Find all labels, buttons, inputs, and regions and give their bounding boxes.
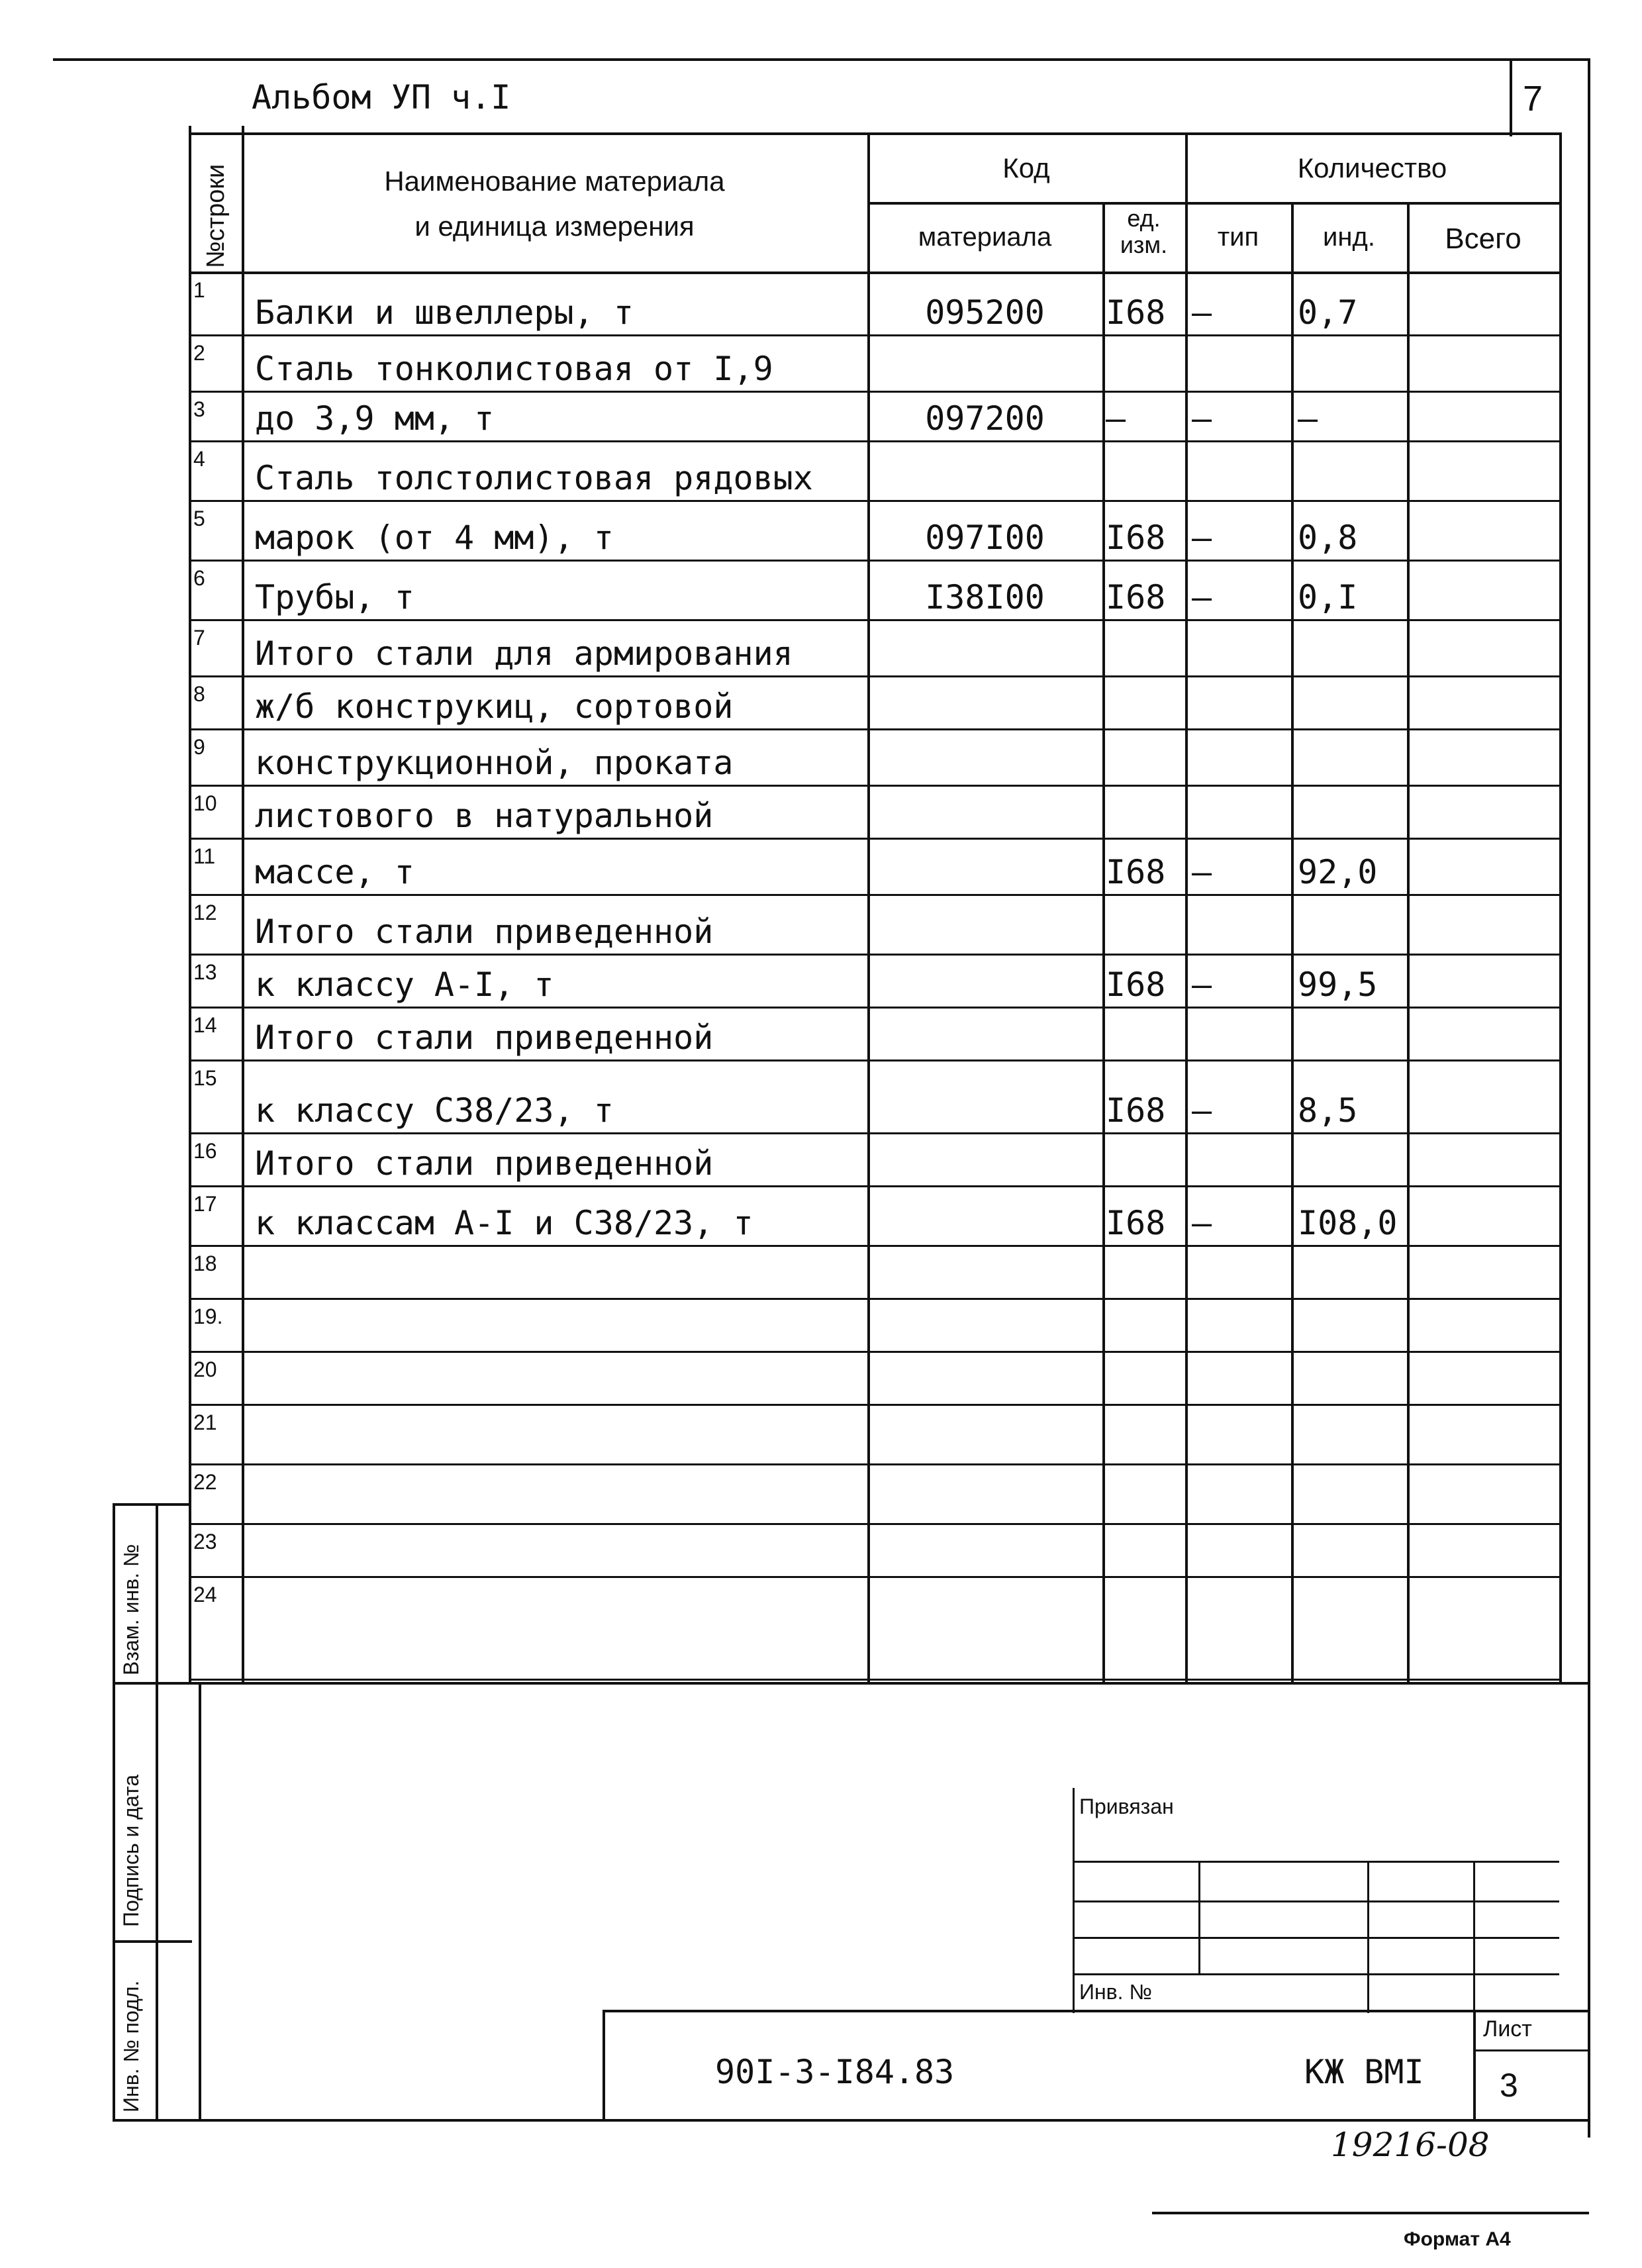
row-number: 24 (193, 1583, 217, 1606)
row-number: 8 (193, 682, 205, 706)
row-number: 12 (193, 901, 217, 924)
qty-type: – (1192, 399, 1212, 438)
sheet-number: 3 (1500, 2067, 1518, 2104)
inventory-number-label: Инв. № (1079, 1980, 1152, 2004)
row-number: 5 (193, 507, 205, 530)
row-number: 4 (193, 447, 205, 471)
material-name: листового в натуральной (255, 797, 714, 835)
signature-date-label: Подпись и дата (119, 1774, 143, 1927)
material-code: I38I00 (925, 578, 1045, 616)
row-number: 3 (193, 397, 205, 421)
material-name: Трубы, т (255, 578, 414, 616)
document-mark: КЖ ВМI (1304, 2053, 1424, 2091)
material-name: Итого стали приведенной (255, 1018, 714, 1057)
row-number: 19. (193, 1305, 223, 1328)
row-number: 16 (193, 1139, 217, 1163)
row-number: 15 (193, 1066, 217, 1090)
name-header-line1: Наименование материала (384, 166, 725, 197)
material-name: Итого стали приведенной (255, 1144, 714, 1183)
row-number-header: №строки (202, 164, 230, 268)
code-group-header: Код (1002, 152, 1050, 183)
name-header-line2: и единица измерения (414, 211, 695, 242)
material-name: к классам А-I и С38/23, т (255, 1204, 753, 1242)
material-name: Итого стали приведенной (255, 912, 714, 951)
row-number: 11 (193, 844, 216, 868)
material-name: марок (от 4 мм), т (255, 518, 614, 557)
row-number: 1 (193, 278, 205, 302)
qty-ind: 0,7 (1298, 293, 1358, 332)
material-code: 097200 (925, 399, 1045, 438)
qty-group-header: Количество (1297, 152, 1447, 183)
album-title: Альбом УП ч.I (252, 78, 511, 117)
material-code: 095200 (925, 293, 1045, 332)
qty-type: – (1192, 293, 1212, 332)
qty-total-header: Всего (1445, 222, 1521, 255)
qty-type: – (1192, 965, 1212, 1004)
qty-ind: – (1298, 399, 1318, 438)
document-code: 90I-3-I84.83 (715, 2053, 955, 2091)
row-number: 13 (193, 960, 217, 984)
unit-code: I68 (1106, 518, 1166, 557)
qty-type: – (1192, 1204, 1212, 1242)
original-inventory-label: Инв. № подл. (119, 1980, 143, 2112)
row-number: 23 (193, 1530, 217, 1553)
sheet-label: Лист (1483, 2016, 1532, 2042)
qty-type: – (1192, 853, 1212, 891)
qty-ind: 0,8 (1298, 518, 1358, 557)
material-name: конструкционной, проката (255, 744, 734, 782)
row-number: 22 (193, 1470, 217, 1494)
unit-code: I68 (1106, 578, 1166, 616)
material-name: массе, т (255, 853, 414, 891)
material-name: к классу С38/23, т (255, 1091, 614, 1130)
row-number: 18 (193, 1252, 217, 1275)
privyazan-label: Привязан (1079, 1795, 1174, 1818)
row-number: 14 (193, 1013, 217, 1037)
qty-ind: 0,I (1298, 578, 1358, 616)
unit-code: I68 (1106, 965, 1166, 1004)
row-number: 6 (193, 566, 205, 590)
row-number: 10 (193, 791, 217, 815)
qty-ind: 92,0 (1298, 853, 1378, 891)
material-code: 097I00 (925, 518, 1045, 557)
row-number: 20 (193, 1357, 217, 1381)
qty-type: – (1192, 1091, 1212, 1130)
qty-type: – (1192, 518, 1212, 557)
material-name: Сталь тонколистовая от I,9 (255, 350, 773, 388)
page-number: 7 (1523, 79, 1543, 119)
qty-ind: I08,0 (1298, 1204, 1398, 1242)
row-number: 7 (193, 626, 205, 650)
material-name: ж/б конструкиц, сортовой (255, 687, 734, 726)
row-number: 2 (193, 341, 205, 365)
qty-type-header: тип (1217, 222, 1259, 252)
material-name: Сталь толстолистовая рядовых (255, 459, 813, 497)
material-name: к классу А-I, т (255, 965, 554, 1004)
qty-ind: 99,5 (1298, 965, 1378, 1004)
replacement-inventory-label: Взам. инв. № (119, 1544, 143, 1675)
material-name: Итого стали для армирования (255, 634, 793, 673)
handwritten-number: 19216-08 (1331, 2126, 1490, 2164)
row-number: 21 (193, 1410, 217, 1434)
qty-ind: 8,5 (1298, 1091, 1358, 1130)
unit-code: I68 (1106, 853, 1166, 891)
qty-ind-header: инд. (1323, 222, 1375, 252)
material-name: Балки и швеллеры, т (255, 293, 634, 332)
unit-code: I68 (1106, 293, 1166, 332)
row-number: 9 (193, 735, 205, 759)
unit-code: I68 (1106, 1091, 1166, 1130)
unit-code: I68 (1106, 1204, 1166, 1242)
format-label: Формат А4 (1404, 2228, 1511, 2250)
code-unit-header: ед. изм. (1120, 205, 1168, 258)
unit-code: – (1106, 399, 1126, 438)
row-number: 17 (193, 1192, 217, 1216)
material-name: до 3,9 мм, т (255, 399, 495, 438)
code-material-header: материала (918, 222, 1052, 252)
qty-type: – (1192, 578, 1212, 616)
